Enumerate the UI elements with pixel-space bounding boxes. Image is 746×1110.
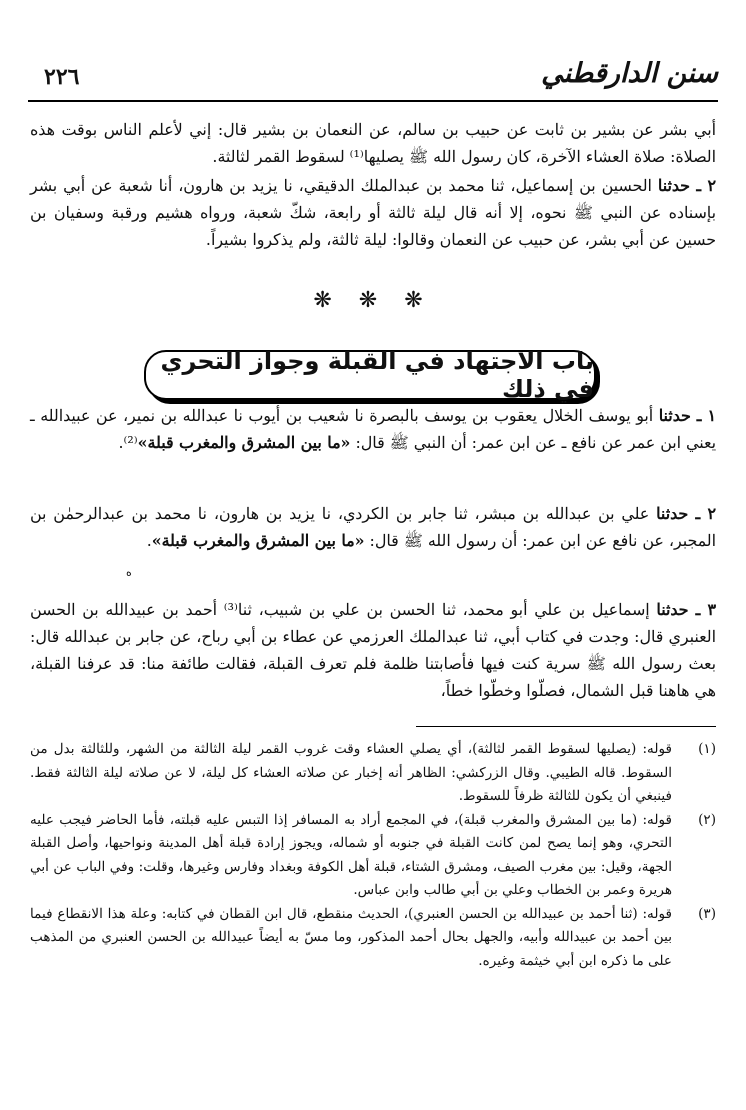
hadith-matn: «ما بين المشرق والمغرب قبلة» [137, 433, 351, 452]
hadith-2 [30, 500, 716, 554]
footnote-text: قوله: (يصليها لسقوط القمر لثالثة)، أي يصلي العشاء وقت غروب القمر ليلة الثالثة من الشهر، وللثالثة بدل من السقوط. قاله الطيبي. وقال الزركشي: الظاهر أنه إخبار عن صلاته العشاء كل ليلة، لا عن صلاته ليلة الثالثة فقط. فينبغي أن يكون للثالثة ظرفاً للسقوط. [30, 741, 672, 804]
hadith-matn: «ما بين المشرق والمغرب قبلة» [151, 531, 365, 550]
page-header [28, 58, 718, 102]
hadith-number: ٢ ـ حدثنا [657, 176, 716, 195]
footnote-number: (١) [698, 741, 716, 757]
hadith-text: الحسين بن إسماعيل، ثنا محمد بن عبدالملك الدقيقي، نا يزيد بن هارون، أنا شعبة عن أبي بشر بإسناده عن النبي ﷺ نحوه، إلا أنه قال ليلة ثالثة أو رابعة، شكّ شعبة، ورواه هشيم ورقبة وسفيان بن حسين عن أبي بشر، عن حبيب عن النعمان وقالوا: ليلة ثالثة، ولم يذكروا بشيراً. [30, 176, 716, 249]
intro-paragraph-2 [30, 172, 716, 253]
footnote-1 [30, 738, 716, 809]
footnote-divider [416, 726, 716, 727]
chapter-title: باب الاجتهاد في القبلة وجواز التحري في ذلك [160, 347, 594, 403]
stray-mark: ه [126, 566, 132, 579]
footnote-number: (٢) [698, 811, 716, 828]
footnote-text: قوله: (ما بين المشرق والمغرب قبلة)، في المجمع أراد به المسافر إذا التبس عليه قبلته، فأما الحاضر فيجب عليه التحري، وهو إنما يصح لمن كانت القبلة في جنوبه أو شماله، ويجوز إرادة قبلة أهل المدينة ونواحيها، وأصل القبلة الجهة، وقيل: بين مغرب الصيف، ومشرق الشتاء، قبلة أهل الكوفة وبغداد وفارس وغيرها، وقلت: وفي الباب عن أبي هريرة وعمر بن الخطاب وعلي بن أبي طالب وابن عباس. [30, 811, 672, 898]
footnote-text: قوله: (ثنا أحمد بن عبيدالله بن الحسن العنبري)، الحديث منقطع، قال ابن القطان في كتابه: وعلة هذا الانقطاع فيما بين أحمد بن عبيدالله وأبيه، والجهل بحال أحمد المذكور، وما مسّ به أيضاً عبيدالله بن الحسن العنبري من المذهب على ما ذكره ابن أبي خيثمة وغيره. [30, 905, 672, 969]
hadith-1 [30, 402, 716, 456]
hadith-text: إسماعيل بن علي أبو محمد، ثنا الحسن بن علي بن شبيب، ثنا⁽³⁾ أحمد بن عبيدالله بن الحسن العنبري قال: وجدت في كتاب أبي، ثنا عبدالملك العرزمي عن عطاء بن أبي رباح، عن جابر بن عبدالله قال: بعث رسول الله ﷺ سرية كنت فيها فأصابتنا ظلمة فلم تعرف القبلة، فقالت طائفة منا: قد عرفنا القبلة، هي هاهنا قبل الشمال، فصلّوا وخطّوا خطاً، [30, 600, 716, 700]
hadith-number: ١ ـ حدثنا [658, 406, 716, 425]
intro-paragraph-1: أبي بشر عن بشير بن ثابت عن حبيب بن سالم، عن النعمان بن بشير قال: إني لأعلم الناس بوقت هذه الصلاة: صلاة العشاء الآخرة، كان رسول الله ﷺ يصليها⁽¹⁾ لسقوط القمر لثالثة. [30, 120, 716, 166]
header-divider [28, 100, 718, 102]
footnotes [30, 738, 716, 973]
hadith-number: ٢ ـ حدثنا [656, 504, 716, 523]
chapter-heading-box [144, 347, 596, 403]
section-ornament: ❋ ❋ ❋ [313, 288, 433, 313]
footnote-number: (٣) [698, 905, 716, 922]
book-title: سنن الدارقطني [541, 58, 718, 89]
hadith-end: ⁽²⁾. [118, 433, 138, 452]
page-number: ٢٢٦ [44, 64, 80, 90]
hadith-end: . [146, 531, 152, 550]
hadith-3 [30, 596, 716, 704]
hadith-number: ٣ ـ حدثنا [656, 600, 716, 619]
hadith-text: علي بن عبدالله بن مبشر، ثنا جابر بن الكردي، نا يزيد بن هارون، نا محمد بن عبدالرحمٰن بن المجبر، عن نافع عن ابن عمر: أن رسول الله ﷺ قال: [30, 504, 716, 550]
hadith-text: أبو يوسف الخلال يعقوب بن يوسف بالبصرة نا شعيب بن أيوب نا عبدالله بن نمير، عن عبيدالله ـ يعني ابن عمر عن نافع ـ عن ابن عمر: أن النبي ﷺ قال: [30, 406, 716, 452]
footnote-2 [30, 809, 716, 903]
footnote-3 [30, 903, 716, 974]
